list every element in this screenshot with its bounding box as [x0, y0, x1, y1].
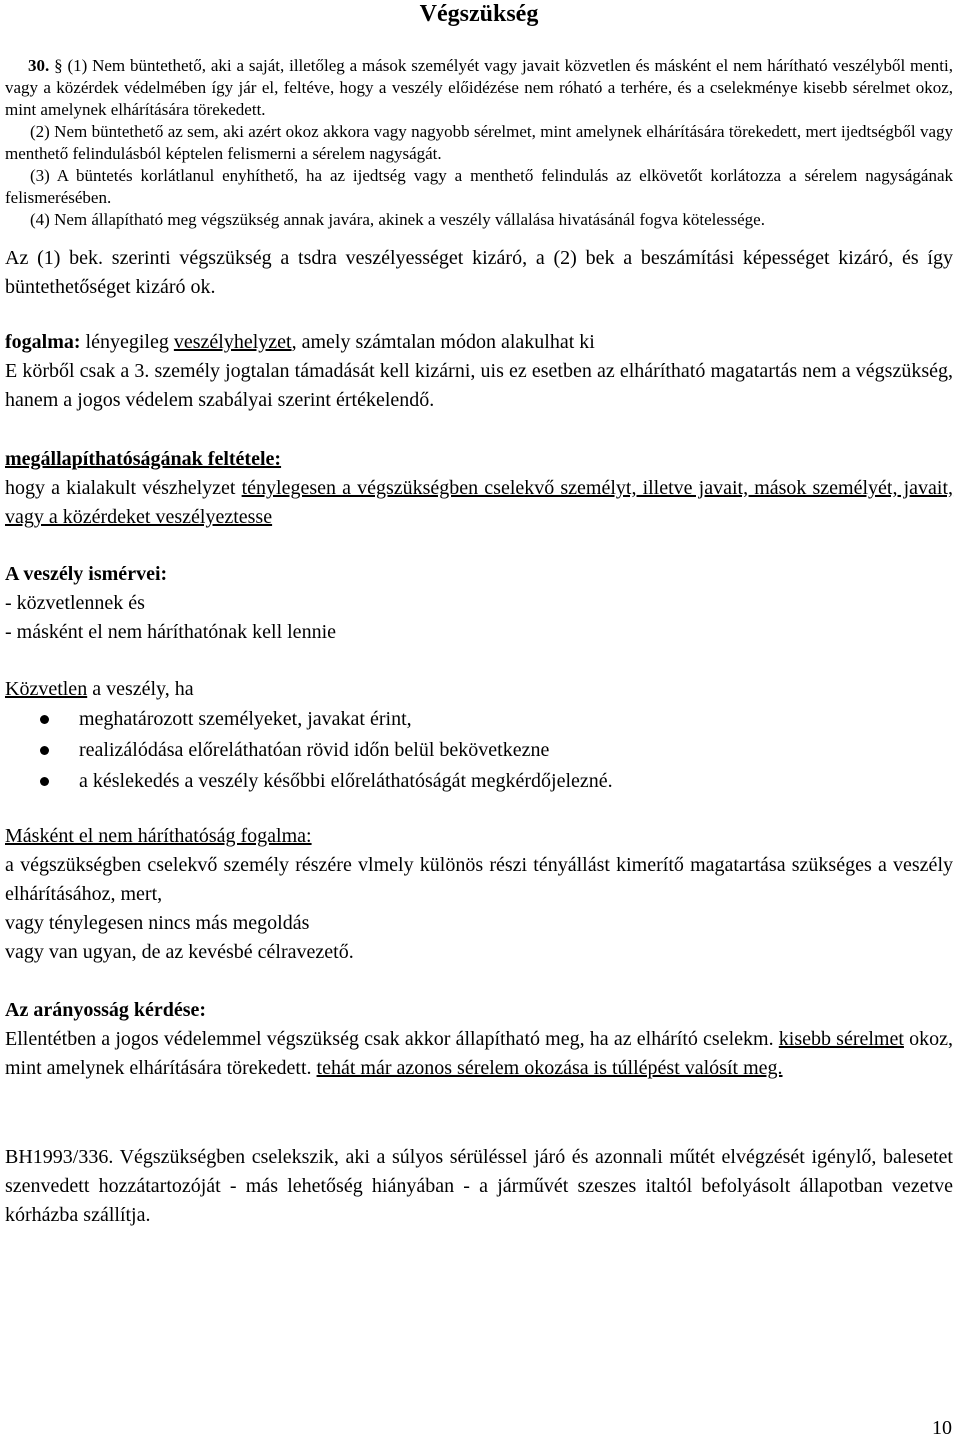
aranyossag-underline-2: tehát már azonos sérelem okozása is túllépést valósít meg. [316, 1057, 783, 1079]
maskent-text-1: a végszükségben cselekvő személy részére vlmely különös részi tényállást kimerítő magatartása szükséges a veszély elhárításához, mert, [5, 854, 953, 905]
fogalma-line-2: E körből csak a 3. személy jogtalan támadását kell kizárni, uis ez esetben az elhárítható magatartás nem a végszükség, hanem a jogos védelem szabályai szerint értékelendő. [5, 360, 953, 411]
law-text [5, 55, 953, 231]
feltetel-heading: megállapíthatóságának feltétele: [5, 448, 282, 470]
list-item-text: meghatározott személyeket, javakat érint, [79, 708, 412, 730]
feltetel-underlined: ténylegesen a végszükségben cselekvő személyt, illetve javait, mások személyét, javait, vagy a közérdeket veszélyeztesse [5, 477, 954, 528]
fogalma-post: , amely számtalan módon alakulhat ki [291, 331, 595, 353]
maskent-text-2: vagy ténylegesen nincs más megoldás [5, 912, 310, 934]
law-paragraph-2: (2) Nem büntethető az sem, aki azért okoz akkora vagy nagyobb sérelmet, mint amelynek elhárítására törekedett, mert ijedtségből vagy menthető felindulásból képtelen felismerni a sérelem nagyságát. [5, 122, 953, 163]
fogalma-paragraph [5, 328, 953, 357]
kozvetlen-bullet-list [5, 704, 953, 797]
kozvetlen-label: Közvetlen [5, 678, 88, 700]
kozvetlen-rest: a veszély, ha [87, 678, 194, 700]
law-paragraph-3: (3) A büntetés korlátlanul enyhíthető, ha az ijedtség vagy a menthető felindulás az elkövetőt korlátozza a sérelem nagyságának felismerésében. [5, 166, 953, 207]
fogalma-underlined: veszélyhelyzet [173, 331, 292, 353]
bh-case-paragraph: BH1993/336. Végszükségben cselekszik, aki a súlyos sérüléssel járó és azonnali műtét elvégzését igénylő, balesetet szenvedett hozzátartozóját - más lehetőség hiányában - a járművét szeszes italtól befolyásolt állapotban vezetve kórházba szállítja. [5, 1146, 953, 1226]
aranyossag-paragraph [5, 1025, 953, 1083]
list-item [5, 735, 953, 766]
law-paragraph-1-text: (1) Nem büntethető, aki a saját, illetőleg a mások személyét vagy javait közvetlen és másként el nem hárítható veszélyből menti, vagy a közérdek védelmében így jár el, feltéve, hogy a veszély előidézése nem róható a terhére, és a cselekménye kisebb sérelmet okoz, mint amelynek elhárítására törekedett. [5, 56, 953, 119]
ismervei-heading: A veszély ismérvei: [5, 563, 168, 585]
section-number: 30. [28, 56, 50, 75]
aranyossag-underline-1: kisebb sérelmet [778, 1028, 904, 1050]
fogalma-pre: lényegileg [85, 331, 169, 353]
ismervei-item-1: - közvetlennek és [5, 592, 145, 614]
list-item-text: a késlekedés a veszély későbbi előreláthatóságát megkérdőjelezné. [79, 770, 613, 792]
aranyossag-pre: Ellentétben a jogos védelemmel végszükség csak akkor állapítható meg, ha az elhárító cselekm. [5, 1028, 774, 1050]
fogalma-label: fogalma: [5, 331, 81, 353]
aranyossag-heading: Az arányosság kérdése: [5, 999, 207, 1021]
note-paragraph: Az (1) bek. szerinti végszükség a tsdra veszélyességet kizáró, a (2) bek a beszámítási képességet kizáró, és így büntethetőséget kizáró ok. [5, 247, 953, 298]
bullet-icon [40, 777, 49, 786]
list-item-text: realizálódása előreláthatóan rövid időn belül bekövetkezne [79, 739, 550, 761]
section-sign: § [54, 56, 63, 75]
list-item [5, 766, 953, 797]
maskent-text-3: vagy van ugyan, de az kevésbé célravezető. [5, 941, 354, 963]
page-number: 10 [932, 1417, 952, 1439]
aranyossag-mid: okoz, mint amelynek elhárítására törekedett. [5, 1028, 953, 1079]
law-paragraph-1 [5, 55, 953, 121]
law-paragraph-4: (4) Nem állapítható meg végszükség annak javára, akinek a veszély vállalása hivatásánál fogva kötelessége. [30, 210, 765, 229]
list-item [5, 704, 953, 735]
bullet-icon [40, 746, 49, 755]
ismervei-item-2: - másként el nem háríthatónak kell lennie [5, 621, 336, 643]
feltetel-pre: hogy a kialakult vészhelyzet [5, 477, 236, 499]
kozvetlen-paragraph [5, 675, 953, 704]
bullet-icon [40, 715, 49, 724]
document-page [5, 0, 953, 1230]
feltetel-paragraph [5, 474, 953, 532]
page-title: Végszükség [419, 1, 539, 27]
maskent-heading: Másként el nem háríthatóság fogalma: [5, 825, 312, 847]
